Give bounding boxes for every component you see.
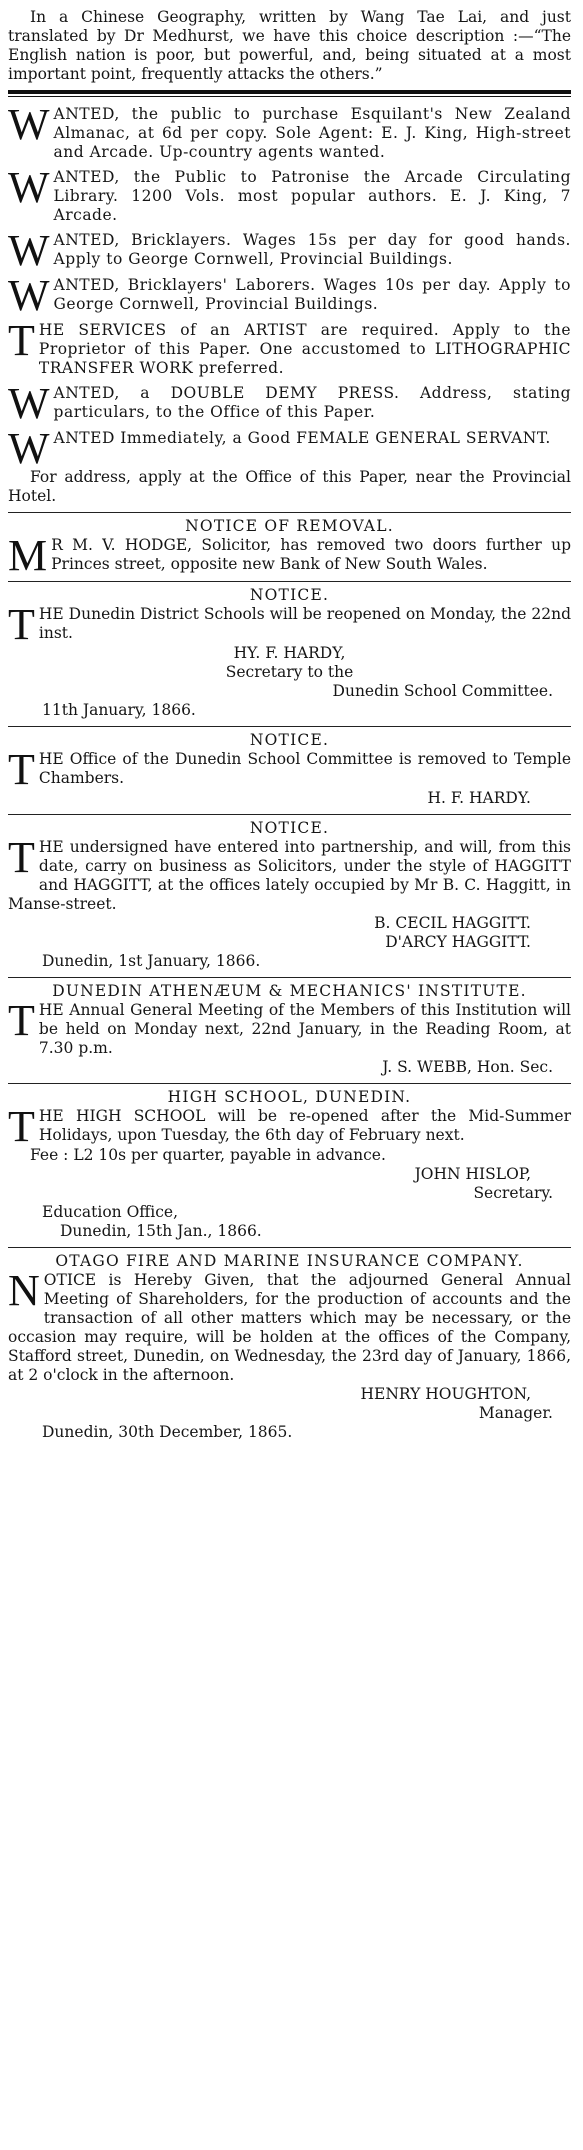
ad-removal <box>8 517 571 580</box>
signature-role: Dunedin School Committee. <box>332 682 553 700</box>
signature: HENRY HOUGHTON, <box>360 1385 531 1403</box>
rule-divider <box>8 581 571 582</box>
ad-highschool <box>8 1088 571 1241</box>
signature: B. CECIL HAGGITT. <box>374 914 531 932</box>
drop-cap: W <box>8 226 50 275</box>
drop-cap: T <box>8 316 35 365</box>
ad-almanac <box>8 100 571 162</box>
drop-cap: W <box>8 424 50 473</box>
drop-cap: T <box>8 833 35 882</box>
drop-cap: N <box>8 1266 40 1315</box>
rule-divider <box>8 512 571 513</box>
ad-text: ANTED, the Public to Patronise the Arcade Circulating Library. 1200 Vols. most popular authors. E. J. King, 7 Arcade. <box>53 168 571 224</box>
notice-date: 11th January, 1866. <box>42 701 196 719</box>
notice-date: Dunedin, 1st January, 1866. <box>42 952 261 970</box>
ad-schools <box>8 586 571 720</box>
ad-committee <box>8 731 571 808</box>
ad-bricklayers <box>8 226 571 275</box>
notice-heading: OTAGO FIRE AND MARINE INSURANCE COMPANY. <box>55 1252 524 1270</box>
signature: H. F. HARDY. <box>427 789 531 807</box>
ad-library <box>8 163 571 225</box>
drop-cap: W <box>8 271 50 320</box>
rule-divider <box>8 1083 571 1084</box>
ad-artist <box>8 316 571 378</box>
ad-text: ANTED, Bricklayers' Laborers. Wages 10s per day. Apply to George Cornwell, Provincial Buildings. <box>53 276 571 313</box>
ad-text: ANTED, a DOUBLE DEMY PRESS. Address, stating particulars, to the Office of this Paper. <box>53 384 571 421</box>
ad-partnership <box>8 819 571 971</box>
ad-servant <box>8 424 571 506</box>
ad-text: HE Office of the Dunedin School Committee is removed to Temple Chambers. <box>38 750 571 787</box>
notice-heading: NOTICE OF REMOVAL. <box>185 517 394 535</box>
ad-text: ANTED, the public to purchase Esquilant's New Zealand Almanac, at 6d per copy. Sole Agent: E. J. King, High-street and Arcade. Up-country agents wanted. <box>53 105 571 161</box>
ad-text: HE SERVICES of an ARTIST are required. Apply to the Proprietor of this Paper. One accustomed to LITHOGRAPHIC TRANSFER WORK preferred. <box>38 321 571 377</box>
signature: D'ARCY HAGGITT. <box>385 933 531 951</box>
signature-role: Secretary to the <box>225 663 354 681</box>
ad-text: ANTED Immediately, a Good FEMALE GENERAL SERVANT. <box>53 429 551 447</box>
signature-role: Manager. <box>478 1404 553 1422</box>
notice-heading: NOTICE. <box>249 819 330 837</box>
signature-role: Secretary. <box>473 1184 553 1202</box>
notice-heading: NOTICE. <box>249 731 330 749</box>
ad-text: OTICE is Hereby Given, that the adjourned General Annual Meeting of Shareholders, for the production of accounts and the transaction of all other matters which may be necessary, or the occasion may require, will be holden at the offices of the Company, Stafford street, Dunedin, on Wednesday, the 23rd day of January, 1866, at 2 o'clock in the afternoon. <box>8 1271 571 1384</box>
rule-divider <box>8 726 571 727</box>
ad-text: HE undersigned have entered into partnership, and will, from this date, carry on business as Solicitors, under the style of HAGGITT and HAGGITT, at the offices lately occupied by Mr B. C. Haggitt, in Manse-street. <box>8 838 571 913</box>
notice-heading: HIGH SCHOOL, DUNEDIN. <box>167 1088 412 1106</box>
ad-text-secondary: For address, apply at the Office of this Paper, near the Provincial Hotel. <box>8 468 571 505</box>
ad-athenaeum <box>8 982 571 1077</box>
signature: J. S. WEBB, Hon. Sec. <box>382 1058 553 1076</box>
drop-cap: M <box>8 531 48 580</box>
signature: JOHN HISLOP, <box>414 1165 531 1183</box>
ad-press <box>8 379 571 428</box>
notice-date: Dunedin, 15th Jan., 1866. <box>60 1222 262 1240</box>
rule-divider <box>8 814 571 815</box>
ad-text: R M. V. HODGE, Solicitor, has removed two doors further up Princes street, opposite new Bank of New South Wales. <box>51 536 571 573</box>
fee-line: Fee : L2 10s per quarter, payable in advance. <box>30 1146 386 1164</box>
ad-otago-insurance <box>8 1252 571 1442</box>
drop-cap: T <box>8 996 35 1045</box>
notice-place: Education Office, <box>42 1203 179 1221</box>
notice-heading: DUNEDIN ATHENÆUM & MECHANICS' INSTITUTE. <box>52 982 527 1000</box>
drop-cap: T <box>8 600 35 649</box>
ad-laborers <box>8 271 571 320</box>
drop-cap: W <box>8 379 50 428</box>
rule-divider <box>8 1247 571 1248</box>
notice-heading: NOTICE. <box>249 586 330 604</box>
ad-text: HE Dunedin District Schools will be reopened on Monday, the 22nd inst. <box>38 605 571 642</box>
ad-text: HE Annual General Meeting of the Members of this Institution will be held on Monday next, 22nd January, in the Reading Room, at 7.30 p.m. <box>38 1001 571 1057</box>
double-rule-divider <box>8 90 571 97</box>
intro-paragraph: In a Chinese Geography, written by Wang Tae Lai, and just translated by Dr Medhurst, we have this choice description :—“The English nation is poor, but powerful, and, being situated at a most important point, frequently attacks the others.” <box>8 8 571 83</box>
signature: HY. F. HARDY, <box>233 644 346 662</box>
ad-text: HE HIGH SCHOOL will be re-opened after the Mid-Summer Holidays, upon Tuesday, the 6th day of February next. <box>38 1107 571 1144</box>
drop-cap: W <box>8 100 50 149</box>
ad-text: ANTED, Bricklayers. Wages 15s per day for good hands. Apply to George Cornwell, Provincial Buildings. <box>53 231 571 268</box>
drop-cap: T <box>8 1102 35 1151</box>
drop-cap: T <box>8 745 35 794</box>
rule-divider <box>8 977 571 978</box>
drop-cap: W <box>8 163 50 212</box>
notice-date: Dunedin, 30th December, 1865. <box>42 1423 293 1441</box>
